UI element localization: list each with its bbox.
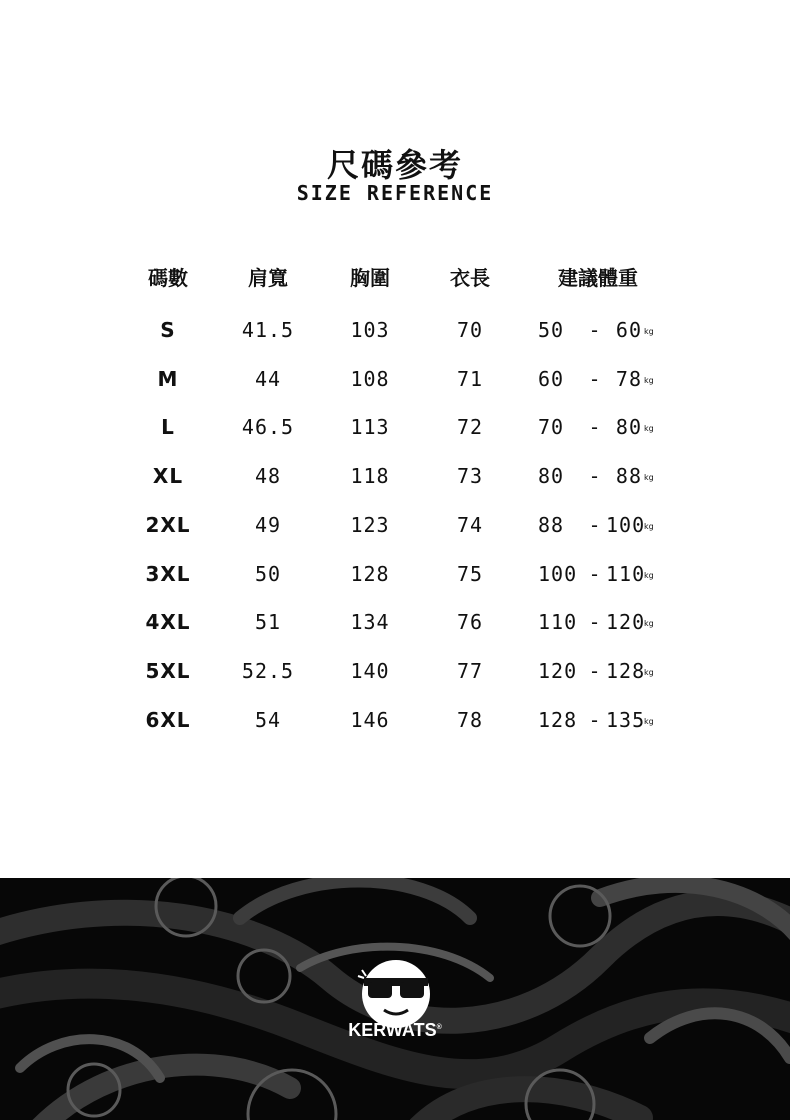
- length-cell: 76: [456, 610, 484, 635]
- length-cell: 75: [456, 561, 484, 586]
- size-cell: L: [161, 415, 175, 440]
- weight-unit: kg: [644, 424, 654, 434]
- chest-cell: 113: [350, 415, 390, 440]
- weight-max-cell: 135: [606, 707, 646, 732]
- shoulder-cell: 44: [254, 366, 282, 391]
- bottom-banner: [0, 878, 790, 1120]
- shoulder-cell: 50: [254, 561, 282, 586]
- weight-unit: kg: [644, 667, 654, 677]
- length-cell: 77: [456, 658, 484, 683]
- weight-min-cell: 80: [538, 464, 565, 489]
- weight-min-cell: 110: [538, 610, 578, 635]
- length-cell: 78: [456, 707, 484, 732]
- weight-min-cell: 128: [538, 707, 578, 732]
- shoulder-cell: 51: [254, 610, 282, 635]
- table-row: [120, 464, 720, 500]
- weight-unit: kg: [644, 327, 654, 336]
- length-cell: 72: [456, 415, 484, 440]
- weight-min-cell: 60: [538, 366, 565, 391]
- weight-dash: -: [588, 658, 602, 683]
- weight-dash: -: [588, 366, 602, 391]
- size-cell: 4XL: [145, 610, 191, 635]
- weight-unit: kg: [644, 521, 654, 531]
- table-row: [120, 659, 720, 695]
- weight-max-cell: 128: [606, 658, 646, 683]
- title-chinese: 尺碼參考: [326, 146, 463, 184]
- weight-unit: kg: [644, 716, 654, 726]
- table-row: [120, 610, 720, 646]
- weight-dash: -: [588, 464, 602, 489]
- weight-min-cell: 70: [538, 415, 565, 440]
- table-row: [120, 415, 720, 451]
- weight-max-cell: 110: [606, 561, 646, 586]
- size-cell: 6XL: [145, 707, 191, 732]
- shoulder-cell: 54: [254, 707, 282, 732]
- weight-unit: kg: [644, 619, 654, 629]
- weight-min-cell: 88: [538, 512, 565, 537]
- chest-cell: 134: [350, 610, 390, 635]
- table-row: [120, 708, 720, 744]
- table-row: [120, 562, 720, 598]
- weight-unit: kg: [644, 473, 654, 483]
- weight-dash: -: [588, 318, 602, 342]
- shoulder-cell: 52.5: [241, 658, 295, 683]
- shoulder-cell: 48: [254, 464, 282, 489]
- chest-cell: 146: [350, 707, 390, 732]
- weight-max-cell: 80: [615, 415, 642, 440]
- chest-cell: 108: [350, 366, 390, 391]
- weight-unit: kg: [644, 375, 654, 385]
- size-cell: 2XL: [145, 512, 191, 537]
- length-cell: 71: [456, 366, 484, 391]
- weight-min-cell: 120: [538, 658, 578, 683]
- shoulder-cell: 41.5: [241, 318, 295, 342]
- header-size: 碼數: [148, 266, 188, 290]
- size-cell: S: [160, 318, 176, 342]
- chest-cell: 140: [350, 658, 390, 683]
- weight-max-cell: 88: [615, 464, 642, 489]
- table-row: [120, 513, 720, 549]
- size-cell: 5XL: [145, 658, 191, 683]
- header-shoulder: 肩寬: [248, 266, 288, 290]
- size-cell: XL: [152, 464, 184, 489]
- table-row: [120, 367, 720, 403]
- weight-max-cell: 120: [606, 610, 646, 635]
- weight-dash: -: [588, 512, 602, 537]
- length-cell: 73: [456, 464, 484, 489]
- size-cell: 3XL: [145, 561, 191, 586]
- weight-max-cell: 60: [615, 318, 642, 342]
- weight-min-cell: 100: [538, 561, 578, 586]
- weight-dash: -: [588, 610, 602, 635]
- weight-unit: kg: [644, 570, 654, 580]
- header-weight: 建議體重: [558, 266, 638, 290]
- chest-cell: 118: [350, 464, 390, 489]
- table-row: [120, 318, 720, 354]
- length-cell: 74: [456, 512, 484, 537]
- weight-max-cell: 78: [615, 366, 642, 391]
- chest-cell: 123: [350, 512, 390, 537]
- title-english: SIZE REFERENCE: [296, 181, 494, 205]
- shoulder-cell: 49: [254, 512, 282, 537]
- weight-min-cell: 50: [538, 318, 565, 342]
- header-length: 衣長: [450, 266, 490, 290]
- weight-dash: -: [588, 415, 602, 440]
- header-chest: 胸圍: [350, 266, 390, 290]
- weight-dash: -: [588, 707, 602, 732]
- chest-cell: 128: [350, 561, 390, 586]
- brand-name: KERWATS®: [348, 1020, 442, 1040]
- weight-max-cell: 100: [606, 512, 646, 537]
- length-cell: 70: [456, 318, 484, 342]
- shoulder-cell: 46.5: [241, 415, 295, 440]
- chest-cell: 103: [350, 318, 390, 342]
- size-cell: M: [157, 366, 179, 391]
- weight-dash: -: [588, 561, 602, 586]
